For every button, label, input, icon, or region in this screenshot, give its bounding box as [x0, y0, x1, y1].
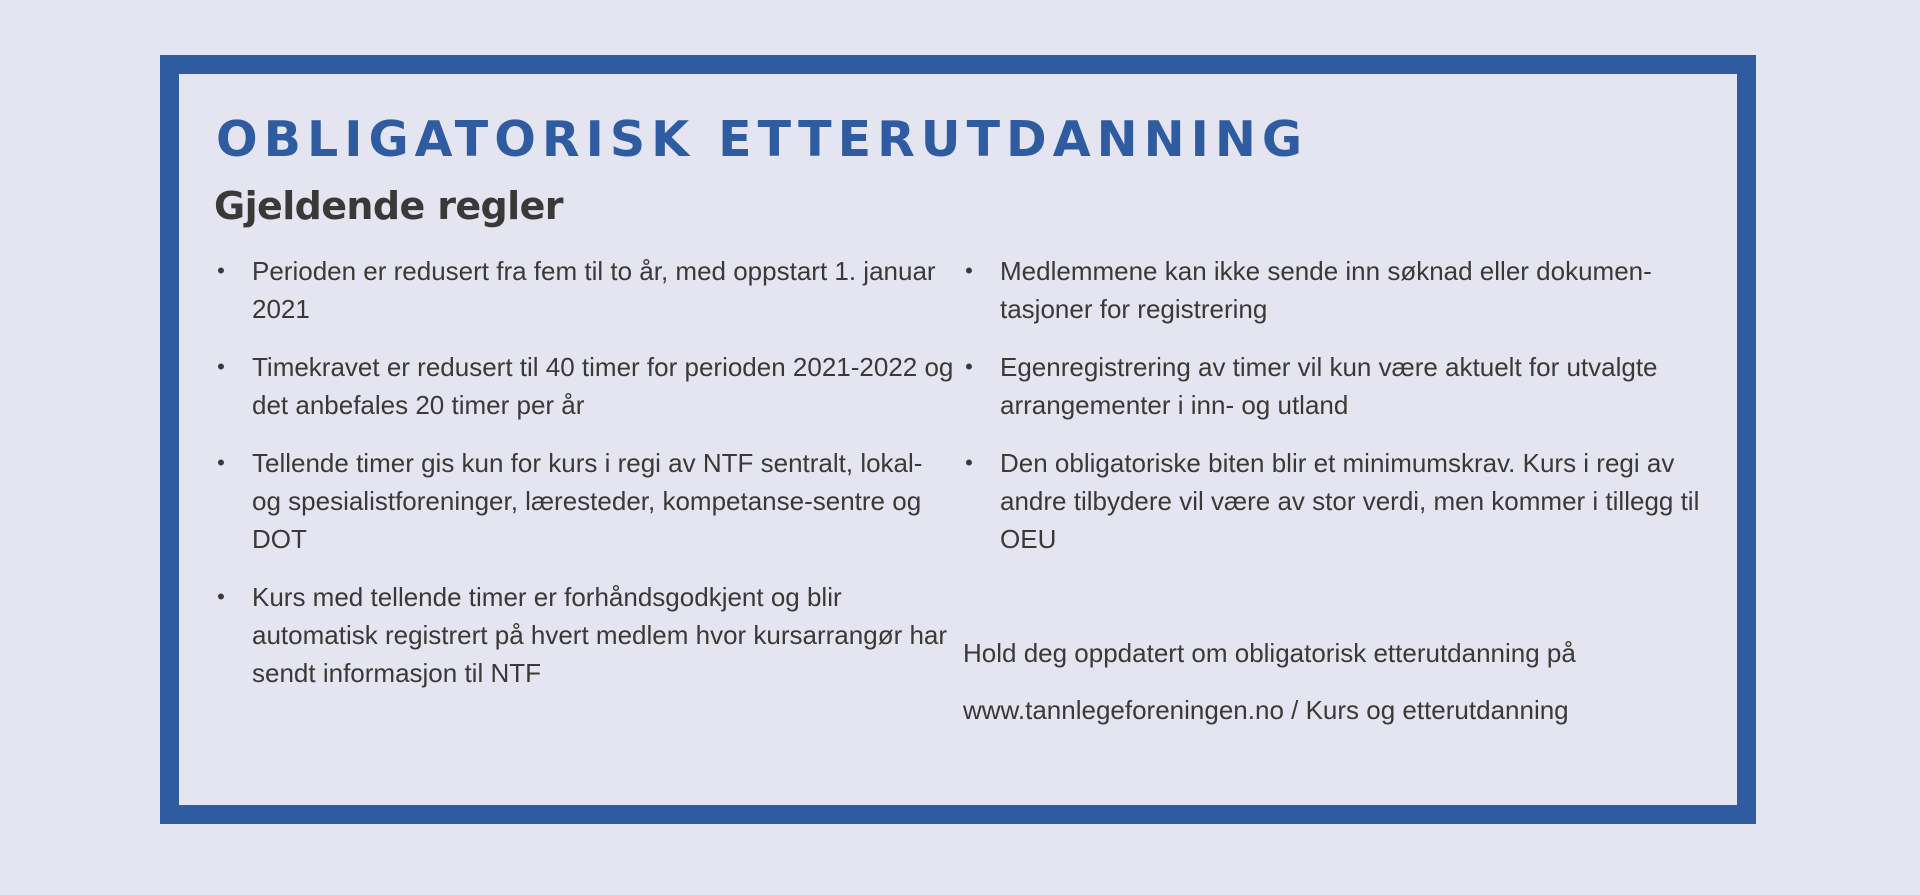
- list-item: [214, 444, 954, 558]
- update-note: Hold deg oppdatert om obligatorisk etterutdanning på: [963, 638, 1576, 668]
- list-item-text: Tellende timer gis kun for kurs i regi av NTF sentralt, lokal- og spesialistforeninger, læresteder, kompetanse-sentre og DOT: [252, 448, 923, 554]
- bullet-icon: •: [217, 450, 225, 475]
- bullet-icon: •: [965, 258, 973, 283]
- list-item-text: Den obligatoriske biten blir et minimumskrav. Kurs i regi av andre tilbydere vil være av stor verdi, men kommer i tillegg til OEU: [1000, 448, 1700, 554]
- list-item-text: Kurs med tellende timer er forhåndsgodkjent og blir automatisk registrert på hvert medlem hvor kursarrangør har sendt informasjon til NTF: [252, 582, 948, 688]
- list-item-text: Egenregistrering av timer vil kun være aktuelt for utvalgte arrangementer i inn- og utland: [1000, 352, 1658, 420]
- list-item: [962, 348, 1702, 424]
- list-item-text: Timekravet er redusert til 40 timer for perioden 2021-2022 og det anbefales 20 timer per år: [252, 352, 954, 420]
- list-item-text: Medlemmene kan ikke sende inn søknad eller dokumen-tasjoner for registrering: [1000, 256, 1652, 324]
- bullet-icon: •: [217, 258, 225, 283]
- bullet-icon: •: [965, 354, 973, 379]
- list-item: [214, 578, 954, 692]
- list-item: [214, 252, 954, 328]
- list-item: [962, 444, 1702, 558]
- bullet-icon: •: [217, 584, 225, 609]
- list-item-text: Perioden er redusert fra fem til to år, med oppstart 1. januar 2021: [252, 256, 936, 324]
- list-item: [214, 348, 954, 424]
- page-title: OBLIGATORISK ETTERUTDANNING: [216, 111, 1309, 168]
- rules-list-left: [214, 252, 954, 712]
- bullet-icon: •: [965, 450, 973, 475]
- section-subtitle: Gjeldende regler: [214, 184, 563, 228]
- rules-list-right: [962, 252, 1702, 578]
- bullet-icon: •: [217, 354, 225, 379]
- list-item: [962, 252, 1702, 328]
- website-reference: www.tannlegeforeningen.no / Kurs og etterutdanning: [963, 695, 1569, 725]
